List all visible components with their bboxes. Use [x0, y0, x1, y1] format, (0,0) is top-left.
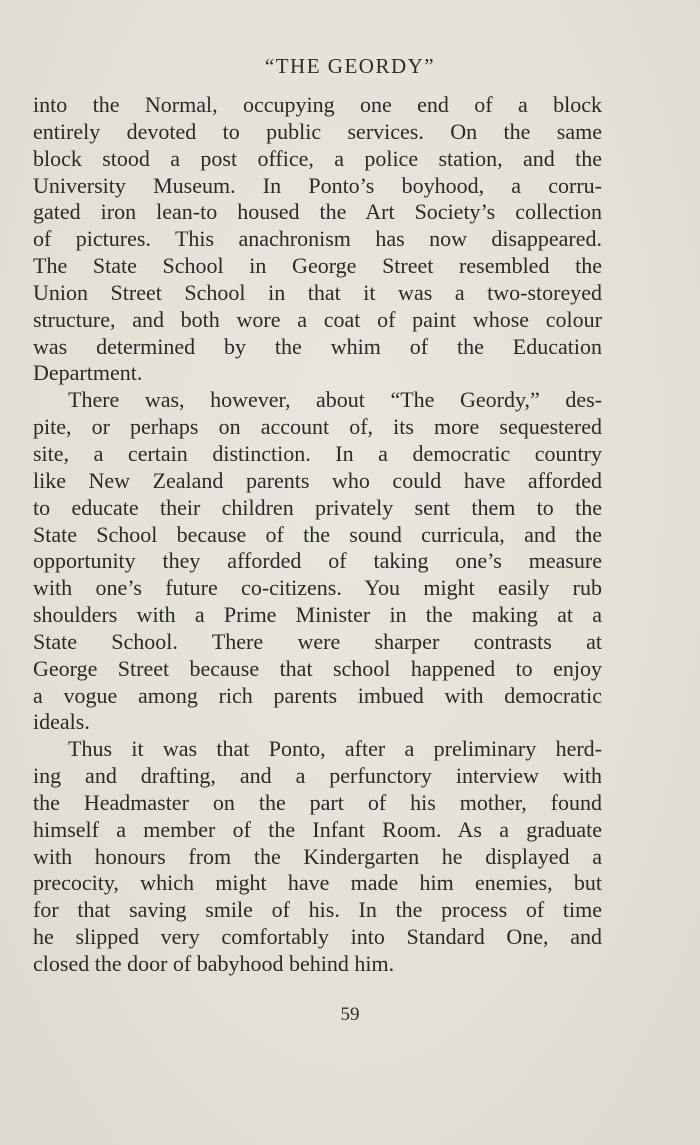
- text-line: with one’s future co-citizens. You might easily rub: [33, 575, 602, 601]
- text-line: a vogue among rich parents imbued with democratic: [33, 682, 602, 708]
- text-line: was determined by the whim of the Education: [33, 333, 602, 359]
- text-line: site, a certain distinction. In a democratic country: [33, 440, 602, 466]
- text-line: State School. There were sharper contrasts at: [33, 628, 602, 654]
- text-line: entirely devoted to public services. On the same: [33, 118, 602, 144]
- text-line: for that saving smile of his. In the process of time: [33, 897, 602, 923]
- page-number: 59: [340, 1004, 360, 1025]
- text-line: University Museum. In Ponto’s boyhood, a corru-: [33, 172, 602, 198]
- text-line: closed the door of babyhood behind him.: [33, 951, 395, 976]
- text-line: like New Zealand parents who could have afforded: [33, 467, 602, 493]
- text-line: The State School in George Street resembled the: [33, 253, 602, 279]
- text-line: There was, however, about “The Geordy,” des-: [68, 387, 602, 413]
- text-line: of pictures. This anachronism has now disappeared.: [33, 226, 602, 252]
- text-line: gated iron lean-to housed the Art Society’s collection: [33, 199, 602, 225]
- body-text: [33, 92, 602, 978]
- text-line: to educate their children privately sent them to the: [33, 494, 602, 520]
- text-line: structure, and both wore a coat of paint whose colour: [33, 306, 602, 332]
- text-line: into the Normal, occupying one end of a block: [33, 92, 602, 117]
- text-line: block stood a post office, a police station, and the: [33, 145, 602, 171]
- text-line: opportunity they afforded of taking one’s measure: [33, 548, 602, 574]
- text-line: shoulders with a Prime Minister in the making at a: [33, 602, 602, 628]
- paragraph-2: [33, 387, 602, 736]
- text-line: George Street because that school happened to enjoy: [33, 655, 602, 681]
- text-line: himself a member of the Infant Room. As a graduate: [33, 816, 602, 842]
- text-line: he slipped very comfortably into Standard One, and: [33, 924, 602, 950]
- text-line: ideals.: [33, 709, 90, 735]
- paragraph-1: [33, 92, 602, 387]
- text-line: precocity, which might have made him enemies, but: [33, 870, 602, 896]
- text-line: Department.: [33, 360, 143, 386]
- text-line: Thus it was that Ponto, after a preliminary herd-: [68, 736, 602, 762]
- text-line: Union Street School in that it was a two-storeyed: [33, 279, 602, 305]
- paragraph-3: [33, 736, 602, 978]
- running-head: “THE GEORDY”: [264, 54, 436, 78]
- text-line: the Headmaster on the part of his mother, found: [33, 789, 602, 815]
- text-line: ing and drafting, and a perfunctory interview with: [33, 763, 602, 789]
- text-line: State School because of the sound curricula, and the: [33, 521, 602, 547]
- text-line: with honours from the Kindergarten he displayed a: [33, 843, 602, 869]
- text-line: pite, or perhaps on account of, its more sequestered: [33, 414, 602, 440]
